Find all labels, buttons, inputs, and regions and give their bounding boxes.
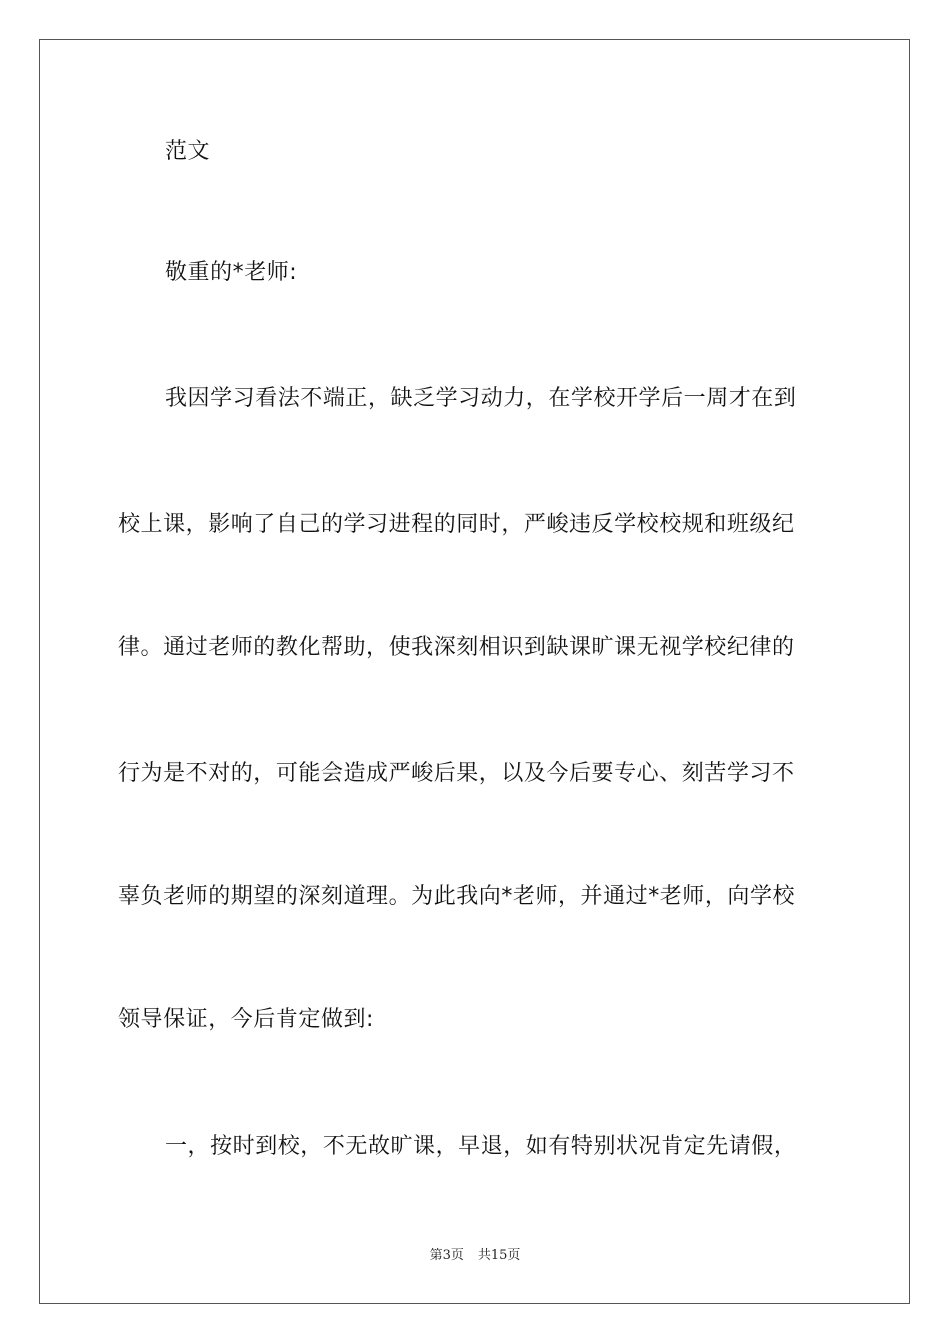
paragraph-line-5: 辜负老师的期望的深刻道理。为此我向*老师，并通过*老师，向学校 [118,884,796,909]
page-number: 第3页 [429,1248,464,1263]
page-frame [39,39,910,1304]
doc-heading: 范文 [165,139,211,164]
paragraph-line-1: 我因学习看法不端正，缺乏学习动力，在学校开学后一周才在到 [165,386,797,411]
paragraph-line-2: 校上课，影响了自己的学习进程的同时，严峻违反学校校规和班级纪 [118,512,795,537]
page-total: 共15页 [477,1248,521,1263]
paragraph-line-3: 律。通过老师的教化帮助，使我深刻相识到缺课旷课无视学校纪律的 [118,635,795,660]
salutation: 敬重的*老师: [165,260,298,285]
paragraph-line-4: 行为是不对的，可能会造成严峻后果，以及今后要专心、刻苦学习不 [118,761,795,786]
page-footer [0,1247,950,1265]
list-item-1: 一，按时到校，不无故旷课，早退，如有特别状况肯定先请假， [165,1134,797,1159]
paragraph-line-6: 领导保证，今后肯定做到: [118,1007,375,1032]
